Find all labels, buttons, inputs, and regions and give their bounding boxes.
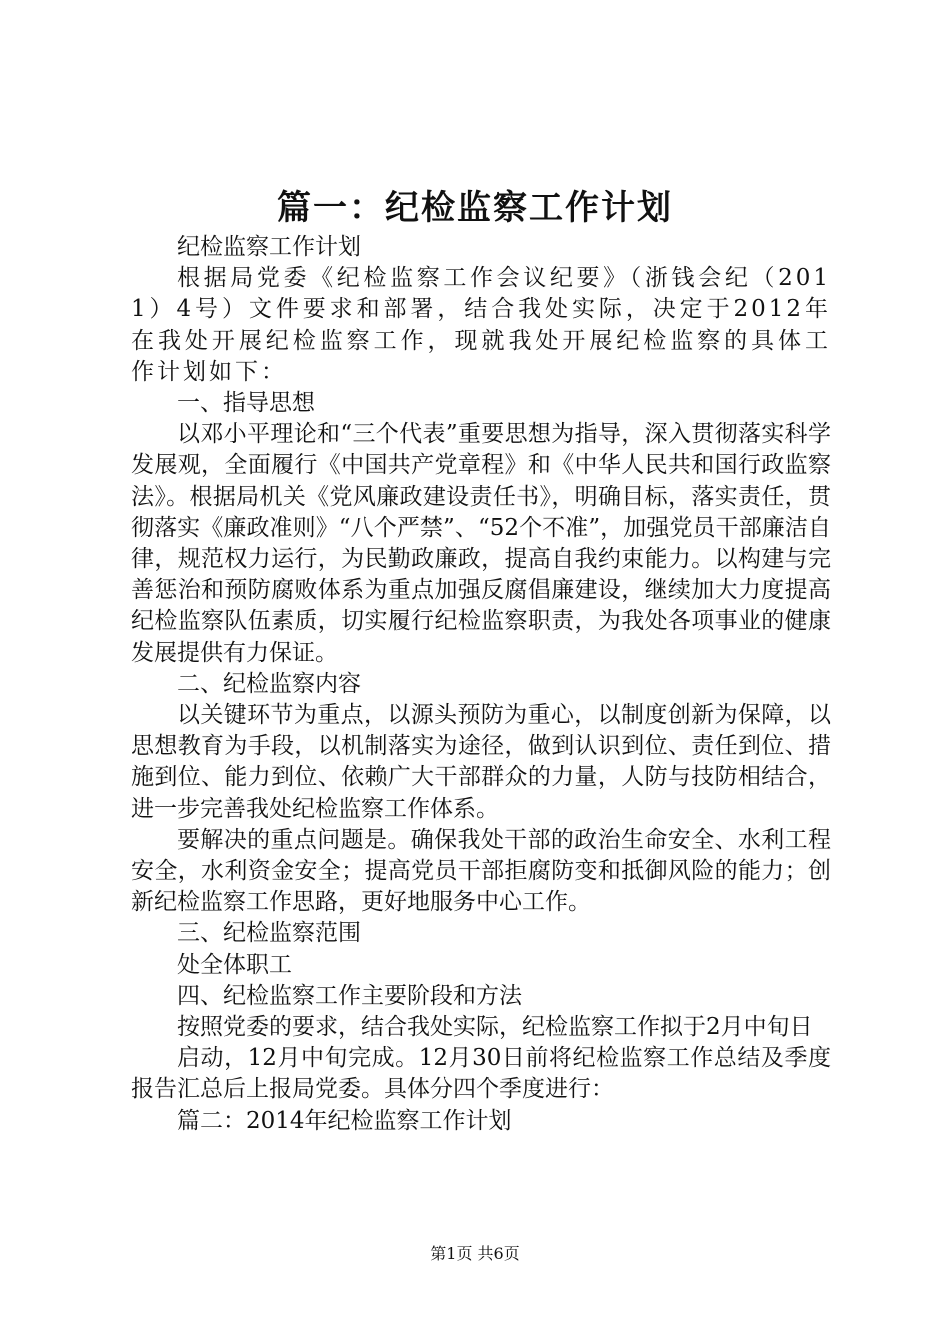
section-heading-scope: 三、纪检监察范围: [177, 920, 361, 947]
document-title: 篇一：纪检监察工作计划: [277, 188, 673, 228]
paragraph-content: 以关键环节为重点，以源头预防为重心，以制度创新为保障，以思想教育为手段，以机制落实为途径，做到认识到位、责任到位、措施到位、能力到位、依赖广大干部群众的力量，人防与技防相结合，进一步完善我处纪检监察工作体系。: [131, 702, 831, 822]
paragraph-intro: 根据局党委《纪检监察工作会议纪要》（浙钱会纪（2011）4号）文件要求和部署，结合我处实际，决定于2012年在我处开展纪检监察工作，现就我处开展纪检监察的具体工作计划如下：: [131, 265, 831, 385]
paragraph-next-article: 篇二：2014年纪检监察工作计划: [177, 1107, 512, 1134]
paragraph-stages: 按照党委的要求，结合我处实际，纪检监察工作拟于2月中旬日: [177, 1014, 813, 1041]
section-heading-content: 二、纪检监察内容: [177, 670, 361, 697]
section-heading-guiding-thought: 一、指导思想: [177, 390, 315, 417]
page-footer: 第1页 共6页: [430, 1244, 520, 1263]
paragraph-plan-heading: 纪检监察工作计划: [177, 234, 361, 260]
paragraph-guiding-thought: 以邓小平理论和“三个代表”重要思想为指导，深入贯彻落实科学发展观，全面履行《中国共产党章程》和《中华人民共和国行政监察法》。根据局机关《党风廉政建设责任书》，明确目标，落实责任，贯彻落实《廉政准则》“八个严禁”、“52个不准”，加强党员干部廉洁自律，规范权力运行，为民勤政廉政，提高自我约束能力。以构建与完善惩治和预防腐败体系为重点加强反腐倡廉建设，继续加大力度提高纪检监察队伍素质，切实履行纪检监察职责，为我处各项事业的健康发展提供有力保证。: [131, 421, 831, 666]
paragraph-key-issues: 要解决的重点问题是。确保我处干部的政治生命安全、水利工程安全，水利资金安全；提高党员干部拒腐防变和抵御风险的能力；创新纪检监察工作思路，更好地服务中心工作。: [131, 826, 831, 916]
document-body: [131, 232, 831, 1137]
section-heading-stages: 四、纪检监察工作主要阶段和方法: [177, 982, 522, 1009]
paragraph-scope: 处全体职工: [177, 951, 292, 978]
paragraph-schedule: 启动，12月中旬完成。12月30日前将纪检监察工作总结及季度报告汇总后上报局党委。具体分四个季度进行：: [131, 1045, 831, 1103]
